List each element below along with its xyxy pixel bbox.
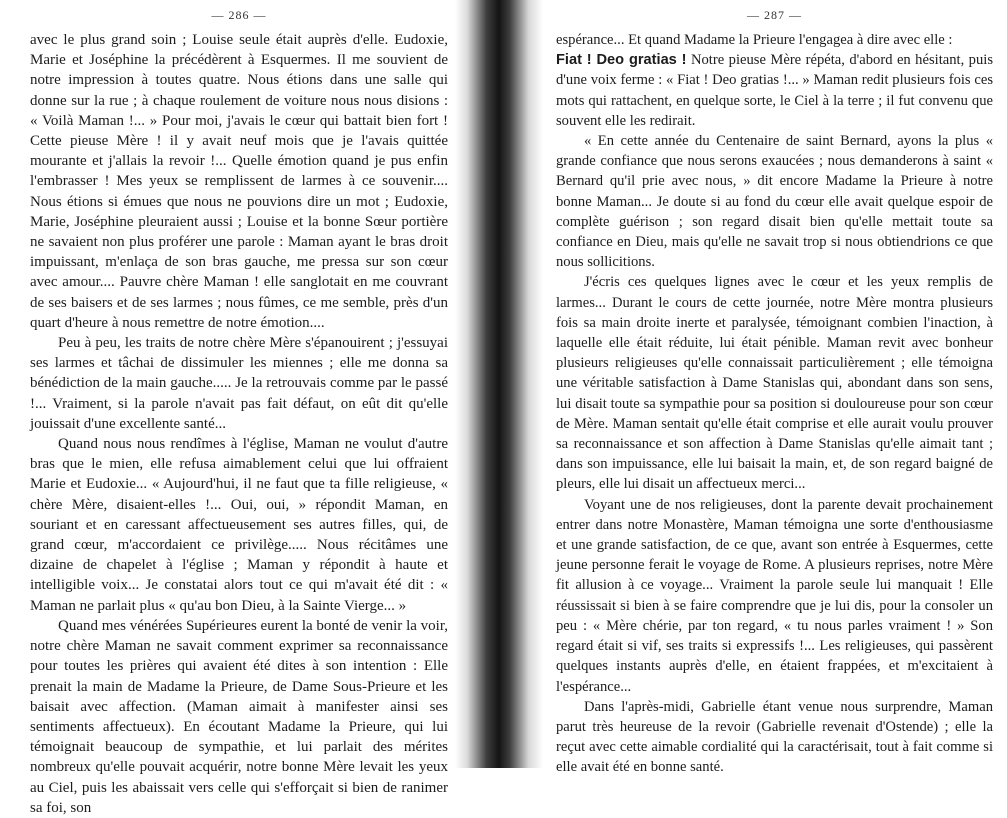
left-paragraph-1: avec le plus grand soin ; Louise seule était auprès d'elle. Eudoxie, Marie et Joséphine la précédèrent à Esquermes. Il me souvient de notre impression à toutes quatre. Nous étions dans une salle qui donne sur la rue ; à chaque roulement de voiture nous nous disions : « Voilà Maman !... » Pour moi, j'avais le cœur qui battait bien fort ! Cette pieuse Mère ! il y avait neuf mois que je l'avais quittée mourante et j'allais la revoir !... Quelle émotion quand je pus enfin l'embrasser ! Mes yeux se remplissent de larmes à ce souvenir.... Nous étions si émues que nous ne pouvions dire un mot ; Eudoxie, Marie, Joséphine pleuraient aussi ; Louise et la bonne Sœur portière ne savaient non plus proférer une parole : Maman ayant le bras droit impuissant, m'enlaça de son bras gauche, me pressa sur son cœur avec amour.... Pauvre chère Maman ! elle sanglotait en me couvrant de ses baisers et de ses larmes ; nous fûmes, ce me semble, près d'un quart d'heure à nous remettre de notre émotion.... [30, 32, 448, 331]
left-page-text [30, 30, 448, 818]
left-paragraph-4: Quand mes vénérées Supérieures eurent la bonté de venir la voir, notre chère Maman ne savait comment exprimer sa reconnaissance pour toutes les prières qui avaient été dites à son intention : Elle prenait la main de Madame la Prieure, de Dame Sous-Prieure et les baisait avec affection. (Maman aimait à manifester ainsi ses sentiments affectueux). En écoutant Madame la Prieure, qui lui témoignait beaucoup de sympathie, et lui parlait des mérites nombreux qu'elle pouvait acquérir, notre bonne Mère levait les yeux au Ciel, puis les abaissait vers celle qui s'efforçait si bien de ranimer sa foi, son [30, 617, 448, 816]
page-number-right: — 287 — [747, 8, 802, 22]
right-paragraph-4: Voyant une de nos religieuses, dont la parente devait prochainement entrer dans notre Monastère, Maman témoigna une sorte d'enthousiasme et une grande satisfaction, de ce que, avant son entrée à Esquermes, cette jeune personne ferait le voyage de Rome. A plusieurs reprises, notre Mère fit allusion à ce voyage... Vraiment la parole seule lui manquait ! Elle réussissait si bien à se faire comprendre que je lui dis, pour la consoler un peu : « Mère chérie, par ton regard, « tu nous parles vraiment ! » Son regard était si vif, ses traits si expressifs !... Les religieuses, qui passèrent quelques instants auprès d'elle, en étaient frappées, et m'excitaient à l'espérance... [556, 496, 993, 695]
right-page [528, 0, 1007, 776]
page-number-left: — 286 — [211, 8, 267, 22]
left-paragraph-3: Quand nous nous rendîmes à l'église, Maman ne voulut d'autre bras que le mien, elle refusa aimablement celui que lui offraient Marie et Eudoxie... « Aujourd'hui, il ne faut que ta fille religieuse, « chère Mère, disaient-elles !... Oui, oui, » répondit Maman, en souriant et en caressant affectueusement ses autres filles, qui, de grand cœur, m'accordaient ce privilège..... Nous récitâmes une dizaine de chapelet à l'église ; Maman y répondit à haute et intelligible voix... Je constatai alors tout ce qui m'avait été dit : « Maman ne parlait plus « qu'au bon Dieu, à la Sainte Vierge... » [30, 436, 448, 614]
fiat-deo-gratias-bold: Fiat ! Deo gratias ! [556, 52, 687, 69]
left-paragraph-2: Peu à peu, les traits de notre chère Mère s'épanouirent ; j'essuyai ses larmes et tâchai de dissimuler les miennes ; elle me donna sa bénédiction de la main gauche..... Je la retrouvais comme par le passé !... Vraiment, si la parole n'avait pas fait défaut, on eût dit qu'elle jouissait d'une excellente santé... [30, 335, 448, 432]
right-paragraph-5: Dans l'après-midi, Gabrielle étant venue nous surprendre, Maman parut très heureuse de la revoir (Gabrielle revenait d'Ostende) ; elle la reçut avec cette aimable cordialité qui la caractérisait, tout à fait comme si elle avait été en bonne santé. [556, 698, 993, 776]
right-paragraph-1-start: espérance... Et quand Madame la Prieure l'engagea à dire avec elle : [556, 32, 953, 48]
left-page [0, 0, 470, 816]
right-paragraph-3: J'écris ces quelques lignes avec le cœur et les yeux remplis de larmes... Durant le cours de cette journée, notre Mère montra plusieurs fois sa main droite inerte et paralysée, témoignant combien l'inaction, à laquelle elle était réduite, lui était pénible. Maman revit avec bonheur plusieurs religieuses qu'elle connaissait particulièrement ; elle témoigna une véritable satisfaction à Dame Stanislas qui, abondant dans son sens, lui disait toute sa sympathie pour sa position si douloureuse pour son cœur de Mère. Maman sentait qu'elle était comprise et elle aurait voulu prouver sa reconnaissance et son affection à Dame Stanislas qu'elle aimait tant ; dans son impuissance, elle lui baisait la main, et, de son regard baigné de pleurs, elle lui disait un affectueux merci... [556, 274, 993, 493]
right-paragraph-1 [556, 30, 993, 131]
right-page-text [556, 30, 993, 778]
right-paragraph-2: « En cette année du Centenaire de saint Bernard, ayons la plus « grande confiance que nous serons exaucées ; nous demanderons à saint « Bernard qu'il prie avec nous, » dit encore Madame la Prieure à notre bonne Maman... Je doute si au fond du cœur elle avait quelque espoir de complète guérison ; son regard disait bien qu'elle mettait toute sa confiance en Dieu, mais qu'elle ne savait trop si nous obtiendrions ce que nous sollicitions. [556, 133, 993, 271]
right-paragraph-1-rest: Notre pieuse Mère répéta, d'abord en hésitant, puis d'une voix ferme : « Fiat ! Deo gratias !... » Maman redit plusieurs fois ces mots qui rattachent, en quelque sorte, le Ciel à la terre ; il fut convenu que souvent elle les redirait. [556, 52, 993, 129]
